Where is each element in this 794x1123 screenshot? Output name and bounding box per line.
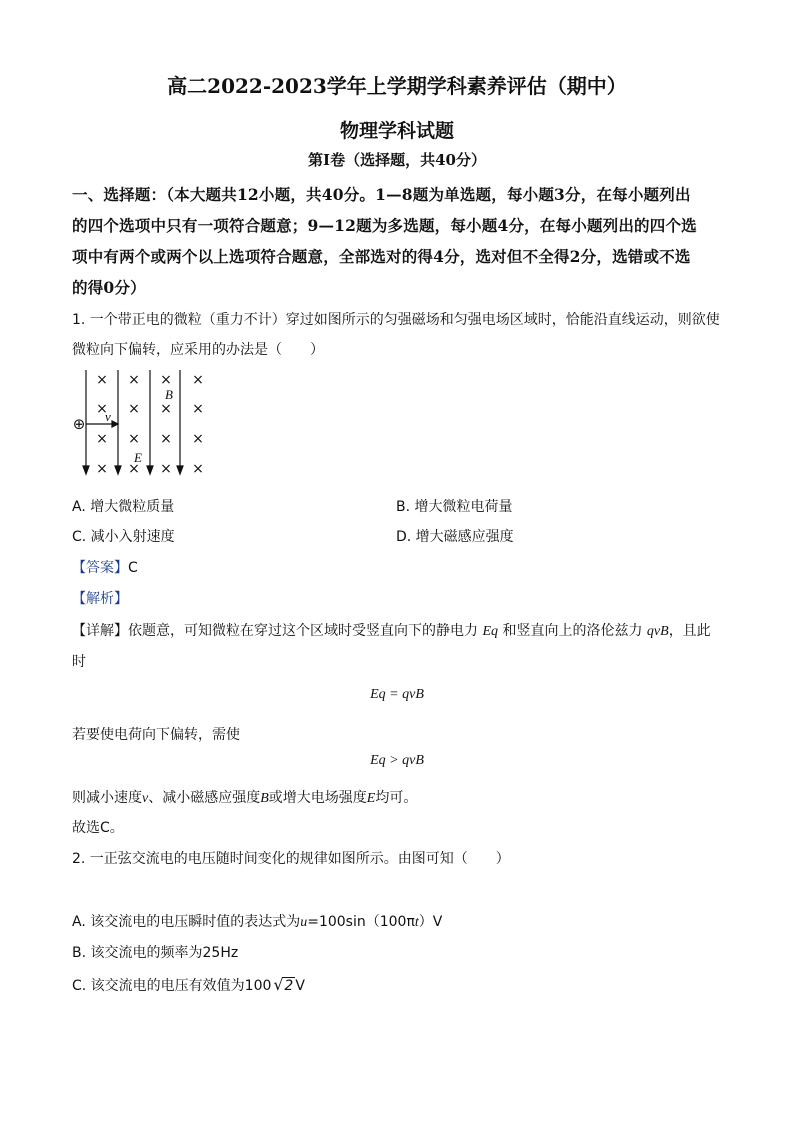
q1-detail-line-1 [72,620,711,640]
subject-title: 物理学科试题 [339,120,454,142]
detail-text: 依题意，可知微粒在穿过这个区域时受竖直向下的静电力 [128,623,478,639]
cross-mark: × [192,461,204,477]
conclusion-text: 或增大电场强度 [268,790,367,806]
q1-option-a[interactable]: A. 增大微粒质量 [72,499,175,515]
cross-mark: × [96,461,108,477]
section-instructions-line-2: 的四个选项中只有一项符合题意；9—12题为多选题，每小题4分，在每小题列出的四个选 [72,216,697,235]
label-E: E [134,450,142,465]
cross-mark: × [96,431,108,447]
symbol-B: B [260,791,269,806]
section-instructions-line-1: 一、选择题：（本大题共12小题，共40分。1—8题为单选题，每小题3分，在每小题列出 [72,185,691,204]
cross-mark: × [128,431,140,447]
cross-mark: × [160,401,172,417]
part-title: 第I卷（选择题，共40分） [308,151,486,169]
section-instructions-line-3: 项中有两个或两个以上选项符合题意，全部选对的得4分，选对但不全得2分，选错或不选 [72,247,691,266]
cross-mark: × [192,372,204,388]
label-B: B [165,387,173,402]
option-text: C. 该交流电的电压有效值为100 [72,978,272,994]
symbol-t: t [414,915,419,930]
cross-mark: × [128,401,140,417]
cross-mark: × [96,372,108,388]
q1-choose: 故选C。 [72,820,124,836]
sqrt-icon [273,975,295,994]
cross-mark: × [160,461,172,477]
option-text: =100sin（100π [307,914,415,930]
q1-option-b[interactable]: B. 增大微粒电荷量 [396,499,513,515]
conclusion-text: 则减小速度 [72,790,142,806]
radicand: 2 [284,978,294,994]
symbol-u: u [300,915,308,930]
field-diagram [68,366,218,482]
q2-stem: 2. 一正弦交流电的电压随时间变化的规律如图所示。由图可知（ ） [72,851,510,867]
q1-detail-line-2: 时 [72,654,86,670]
q1-option-d[interactable]: D. 增大磁感应强度 [396,529,514,545]
q1-conclusion [72,787,417,807]
q1-answer [72,557,138,577]
detail-text: ，且此 [668,623,711,639]
q1-stem-line-1: 1. 一个带正电的微粒（重力不计）穿过如图所示的匀强磁场和匀强电场区域时，恰能沿直线运动，则欲使 [72,312,720,328]
option-text: ）V [418,914,443,930]
q2-option-c[interactable] [72,975,305,995]
cross-mark: × [160,431,172,447]
cross-mark: × [192,431,204,447]
label-v: v [105,409,111,424]
cross-mark: × [128,461,140,477]
q1-option-c[interactable]: C. 减小入射速度 [72,529,175,545]
section-instructions-line-4: 的得0分） [72,278,146,297]
equation-1: Eq = qvB [370,687,424,702]
detail-tag: 【详解】 [72,623,128,639]
symbol-v: v [142,791,149,806]
radical-sign: √ [273,975,284,994]
q1-need-line: 若要使电荷向下偏转，需使 [72,727,240,743]
q2-option-b[interactable]: B. 该交流电的频率为25Hz [72,945,239,961]
conclusion-text: 均可。 [375,790,418,806]
main-title: 高二2022-2023学年上学期学科素养评估（期中） [167,74,627,98]
equation-2: Eq > qvB [370,753,424,768]
cross-mark: × [96,401,108,417]
option-text: A. 该交流电的电压瞬时值的表达式为 [72,914,301,930]
option-text: V [295,978,305,994]
detail-text: 和竖直向上的洛伦兹力 [502,623,643,639]
positive-charge-icon: ⊕ [72,415,86,433]
cross-mark: × [192,401,204,417]
answer-value: C [128,560,138,576]
analysis-tag: 【解析】 [72,591,128,607]
inline-qvb: qvB [646,624,669,639]
answer-tag: 【答案】 [72,560,128,576]
q1-stem-line-2: 微粒向下偏转，应采用的办法是（ ） [72,342,324,358]
q2-option-a[interactable] [72,911,442,931]
conclusion-text: 、减小磁感应强度 [148,790,261,806]
cross-mark: × [128,372,140,388]
cross-mark: × [160,372,172,388]
inline-eq: Eq [482,624,499,639]
symbol-E: E [366,791,376,806]
